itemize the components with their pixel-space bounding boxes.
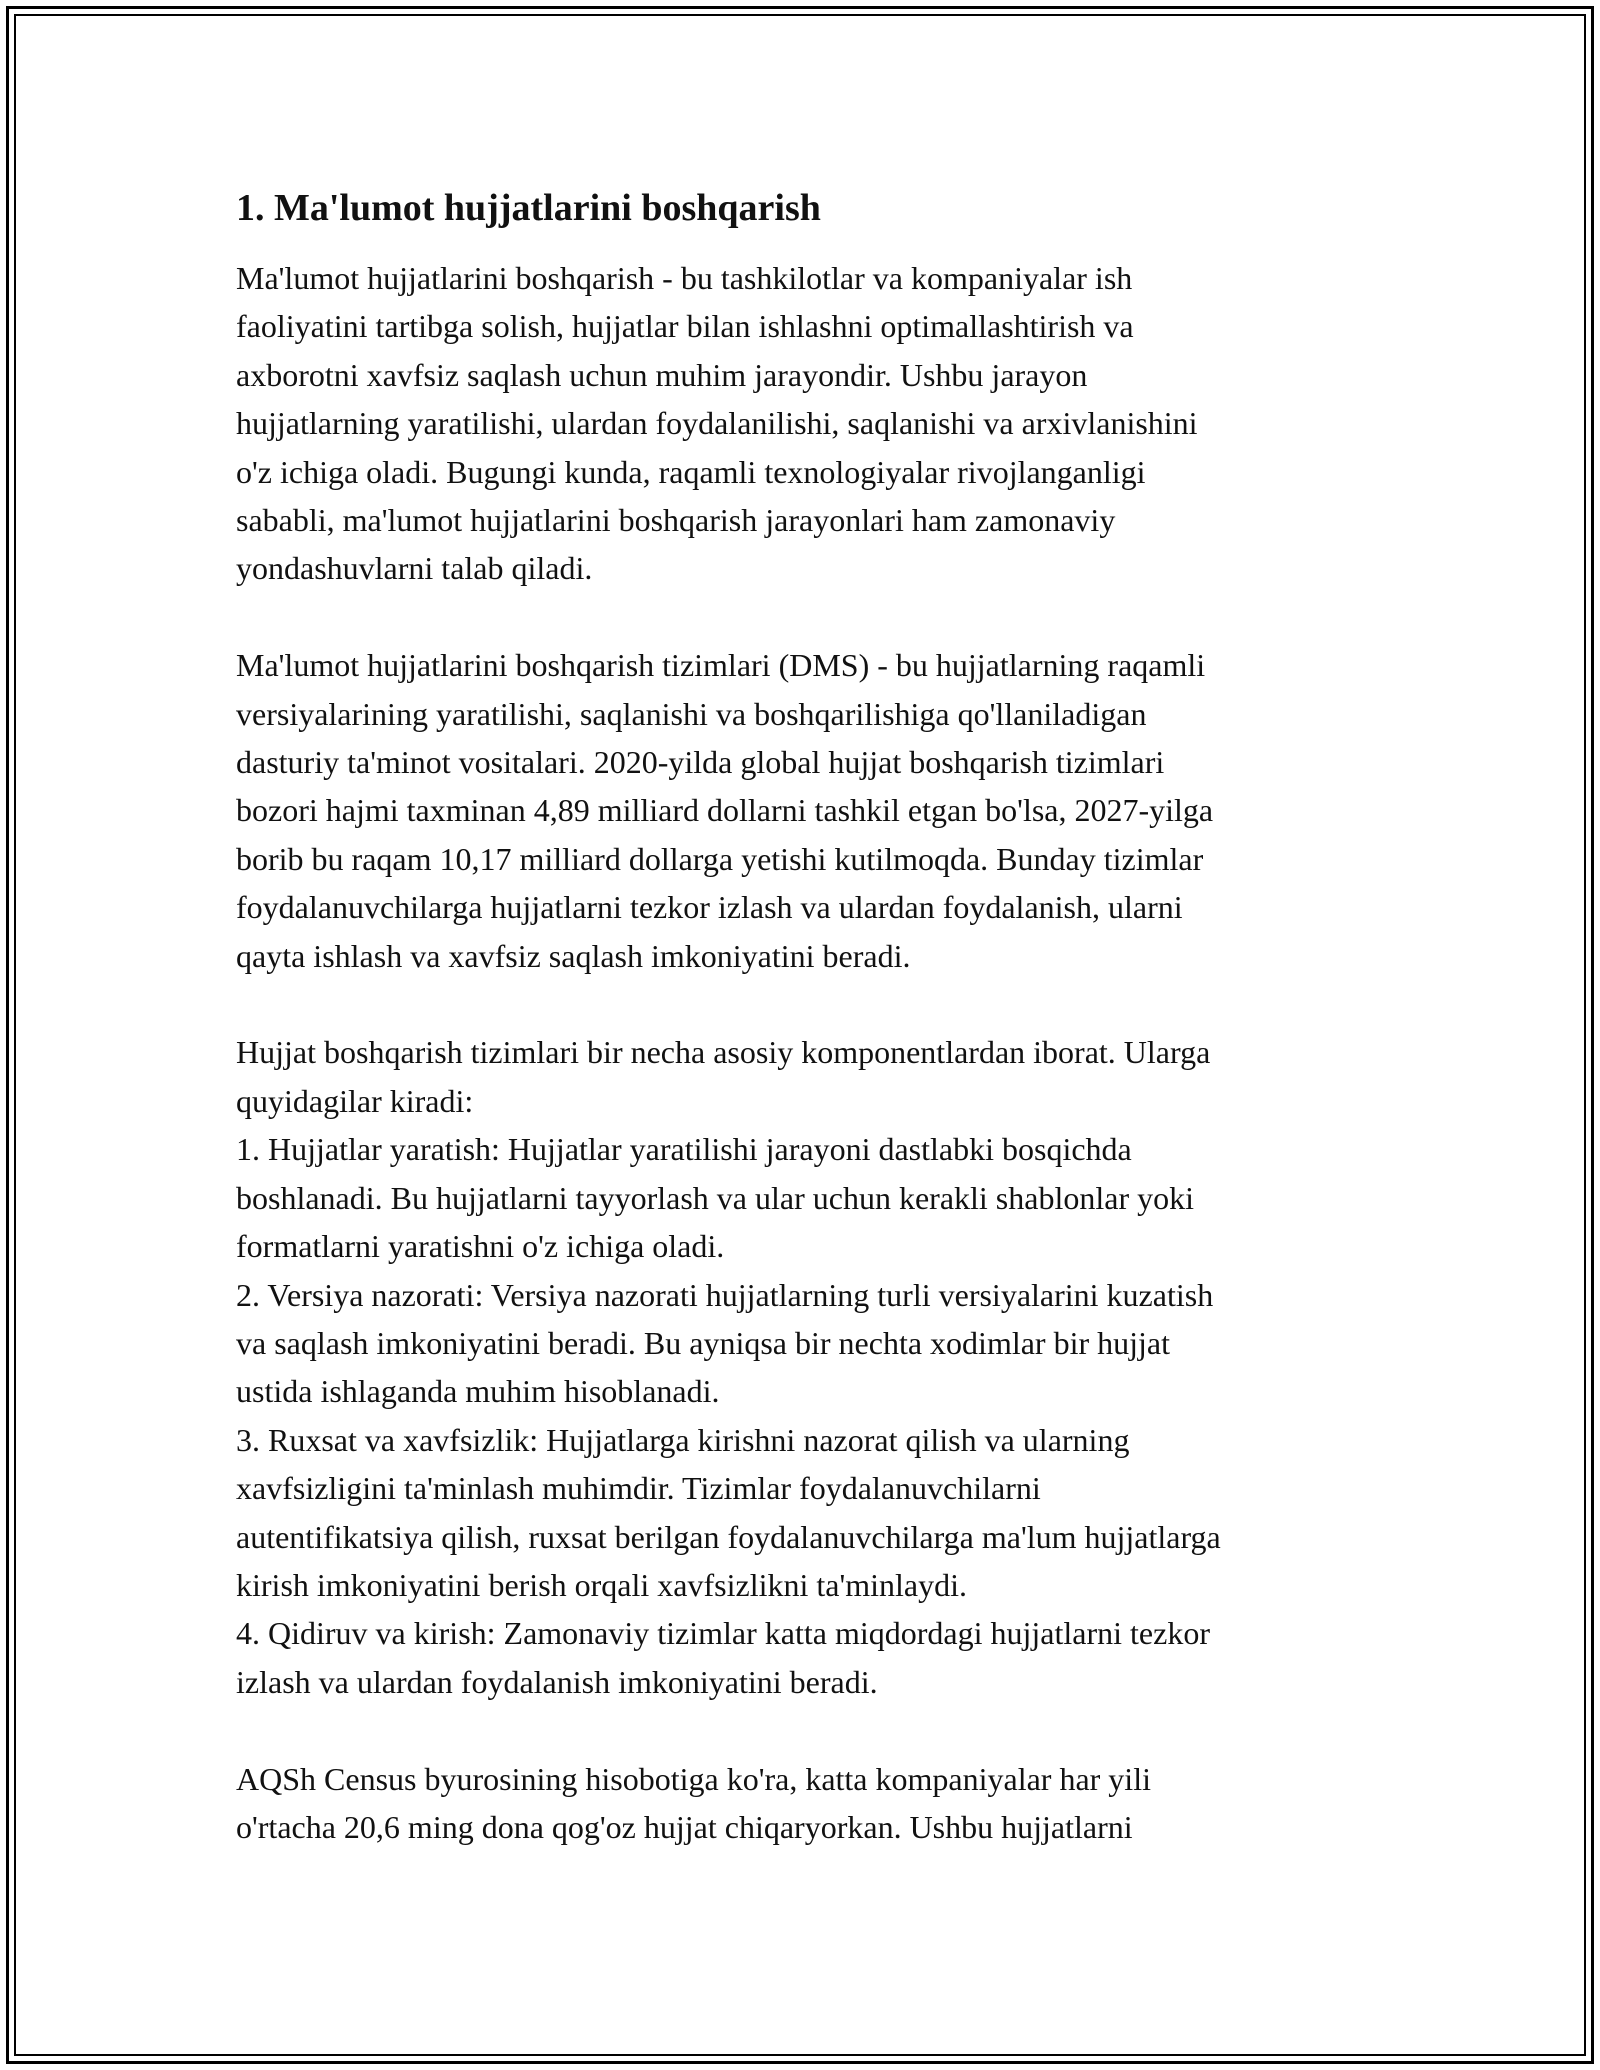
text-line: faoliyatini tartibga solish, hujjatlar bilan ishlashni optimallashtirish va <box>236 308 1134 345</box>
text-line: xavfsizligini ta'minlash muhimdir. Tizimlar foydalanuvchilarni <box>236 1470 1041 1507</box>
text-line: quyidagilar kiradi: <box>236 1082 474 1119</box>
text-line: o'z ichiga oladi. Bugungi kunda, raqamli texnologiyalar rivojlanganligi <box>236 453 1146 490</box>
text-line: borib bu raqam 10,17 milliard dollarga yetishi kutilmoqda. Bunday tizimlar <box>236 840 1204 877</box>
text-line: qayta ishlash va xavfsiz saqlash imkoniyatini beradi. <box>236 937 911 974</box>
paragraph-census <box>236 1755 1376 1852</box>
paragraph-gap <box>236 980 1376 1028</box>
text-line: axborotni xavfsiz saqlash uchun muhim jarayondir. Ushbu jarayon <box>236 356 1088 393</box>
text-line: va saqlash imkoniyatini beradi. Bu ayniqsa bir nechta xodimlar bir hujjat <box>236 1324 1170 1361</box>
paragraph-dms <box>236 641 1376 980</box>
text-line: formatlarni yaratishni o'z ichiga oladi. <box>236 1228 725 1265</box>
text-line: hujjatlarning yaratilishi, ulardan foydalanilishi, saqlanishi va arxivlanishini <box>236 405 1198 442</box>
text-line: dasturiy ta'minot vositalari. 2020-yilda global hujjat boshqarish tizimlari <box>236 744 1165 781</box>
text-line: Hujjat boshqarish tizimlari bir necha asosiy komponentlardan iborat. Ularga <box>236 1034 1211 1071</box>
paragraph-gap <box>236 1706 1376 1754</box>
text-line: 2. Versiya nazorati: Versiya nazorati hujjatlarning turli versiyalarini kuzatish <box>236 1276 1214 1313</box>
text-line: Ma'lumot hujjatlarini boshqarish - bu tashkilotlar va kompaniyalar ish <box>236 260 1133 296</box>
text-line: kirish imkoniyatini berish orqali xavfsizlikni ta'minlaydi. <box>236 1566 967 1603</box>
text-line: izlash va ulardan foydalanish imkoniyatini beradi. <box>236 1663 878 1700</box>
text-line: AQSh Census byurosining hisobotiga ko'ra, katta kompaniyalar har yili <box>236 1760 1151 1797</box>
paragraph-components <box>236 1028 1376 1706</box>
text-line: versiyalarining yaratilishi, saqlanishi va boshqarilishiga qo'llaniladigan <box>236 695 1147 732</box>
text-line: 1. Hujjatlar yaratish: Hujjatlar yaratilishi jarayoni dastlabki bosqichda <box>236 1131 1132 1168</box>
text-line: ustida ishlaganda muhim hisoblanadi. <box>236 1373 720 1410</box>
text-line: yondashuvlarni talab qiladi. <box>236 550 593 587</box>
text-line: foydalanuvchilarga hujjatlarni tezkor izlash va ulardan foydalanish, ularni <box>236 889 1183 926</box>
paragraph-gap <box>236 593 1376 641</box>
text-line: autentifikatsiya qilish, ruxsat berilgan foydalanuvchilarga ma'lum hujjatlarga <box>236 1518 1221 1555</box>
document-body <box>236 184 1376 1851</box>
text-line: sababli, ma'lumot hujjatlarini boshqarish jarayonlari ham zamonaviy <box>236 502 1116 539</box>
paragraph-intro <box>236 254 1376 593</box>
text-line: boshlanadi. Bu hujjatlarni tayyorlash va ular uchun kerakli shablonlar yoki <box>236 1179 1194 1216</box>
text-line: Ma'lumot hujjatlarini boshqarish tizimlari (DMS) - bu hujjatlarning raqamli <box>236 647 1206 684</box>
section-heading: 1. Ma'lumot hujjatlarini boshqarish <box>236 187 821 229</box>
text-line: bozori hajmi taxminan 4,89 milliard dollarni tashkil etgan bo'lsa, 2027-yilga <box>236 792 1214 829</box>
text-line: 3. Ruxsat va xavfsizlik: Hujjatlarga kirishni nazorat qilish va ularning <box>236 1421 1130 1458</box>
text-line: o'rtacha 20,6 ming dona qog'oz hujjat chiqaryorkan. Ushbu hujjatlarni <box>236 1808 1133 1845</box>
text-line: 4. Qidiruv va kirish: Zamonaviy tizimlar katta miqdordagi hujjatlarni tezkor <box>236 1615 1210 1652</box>
